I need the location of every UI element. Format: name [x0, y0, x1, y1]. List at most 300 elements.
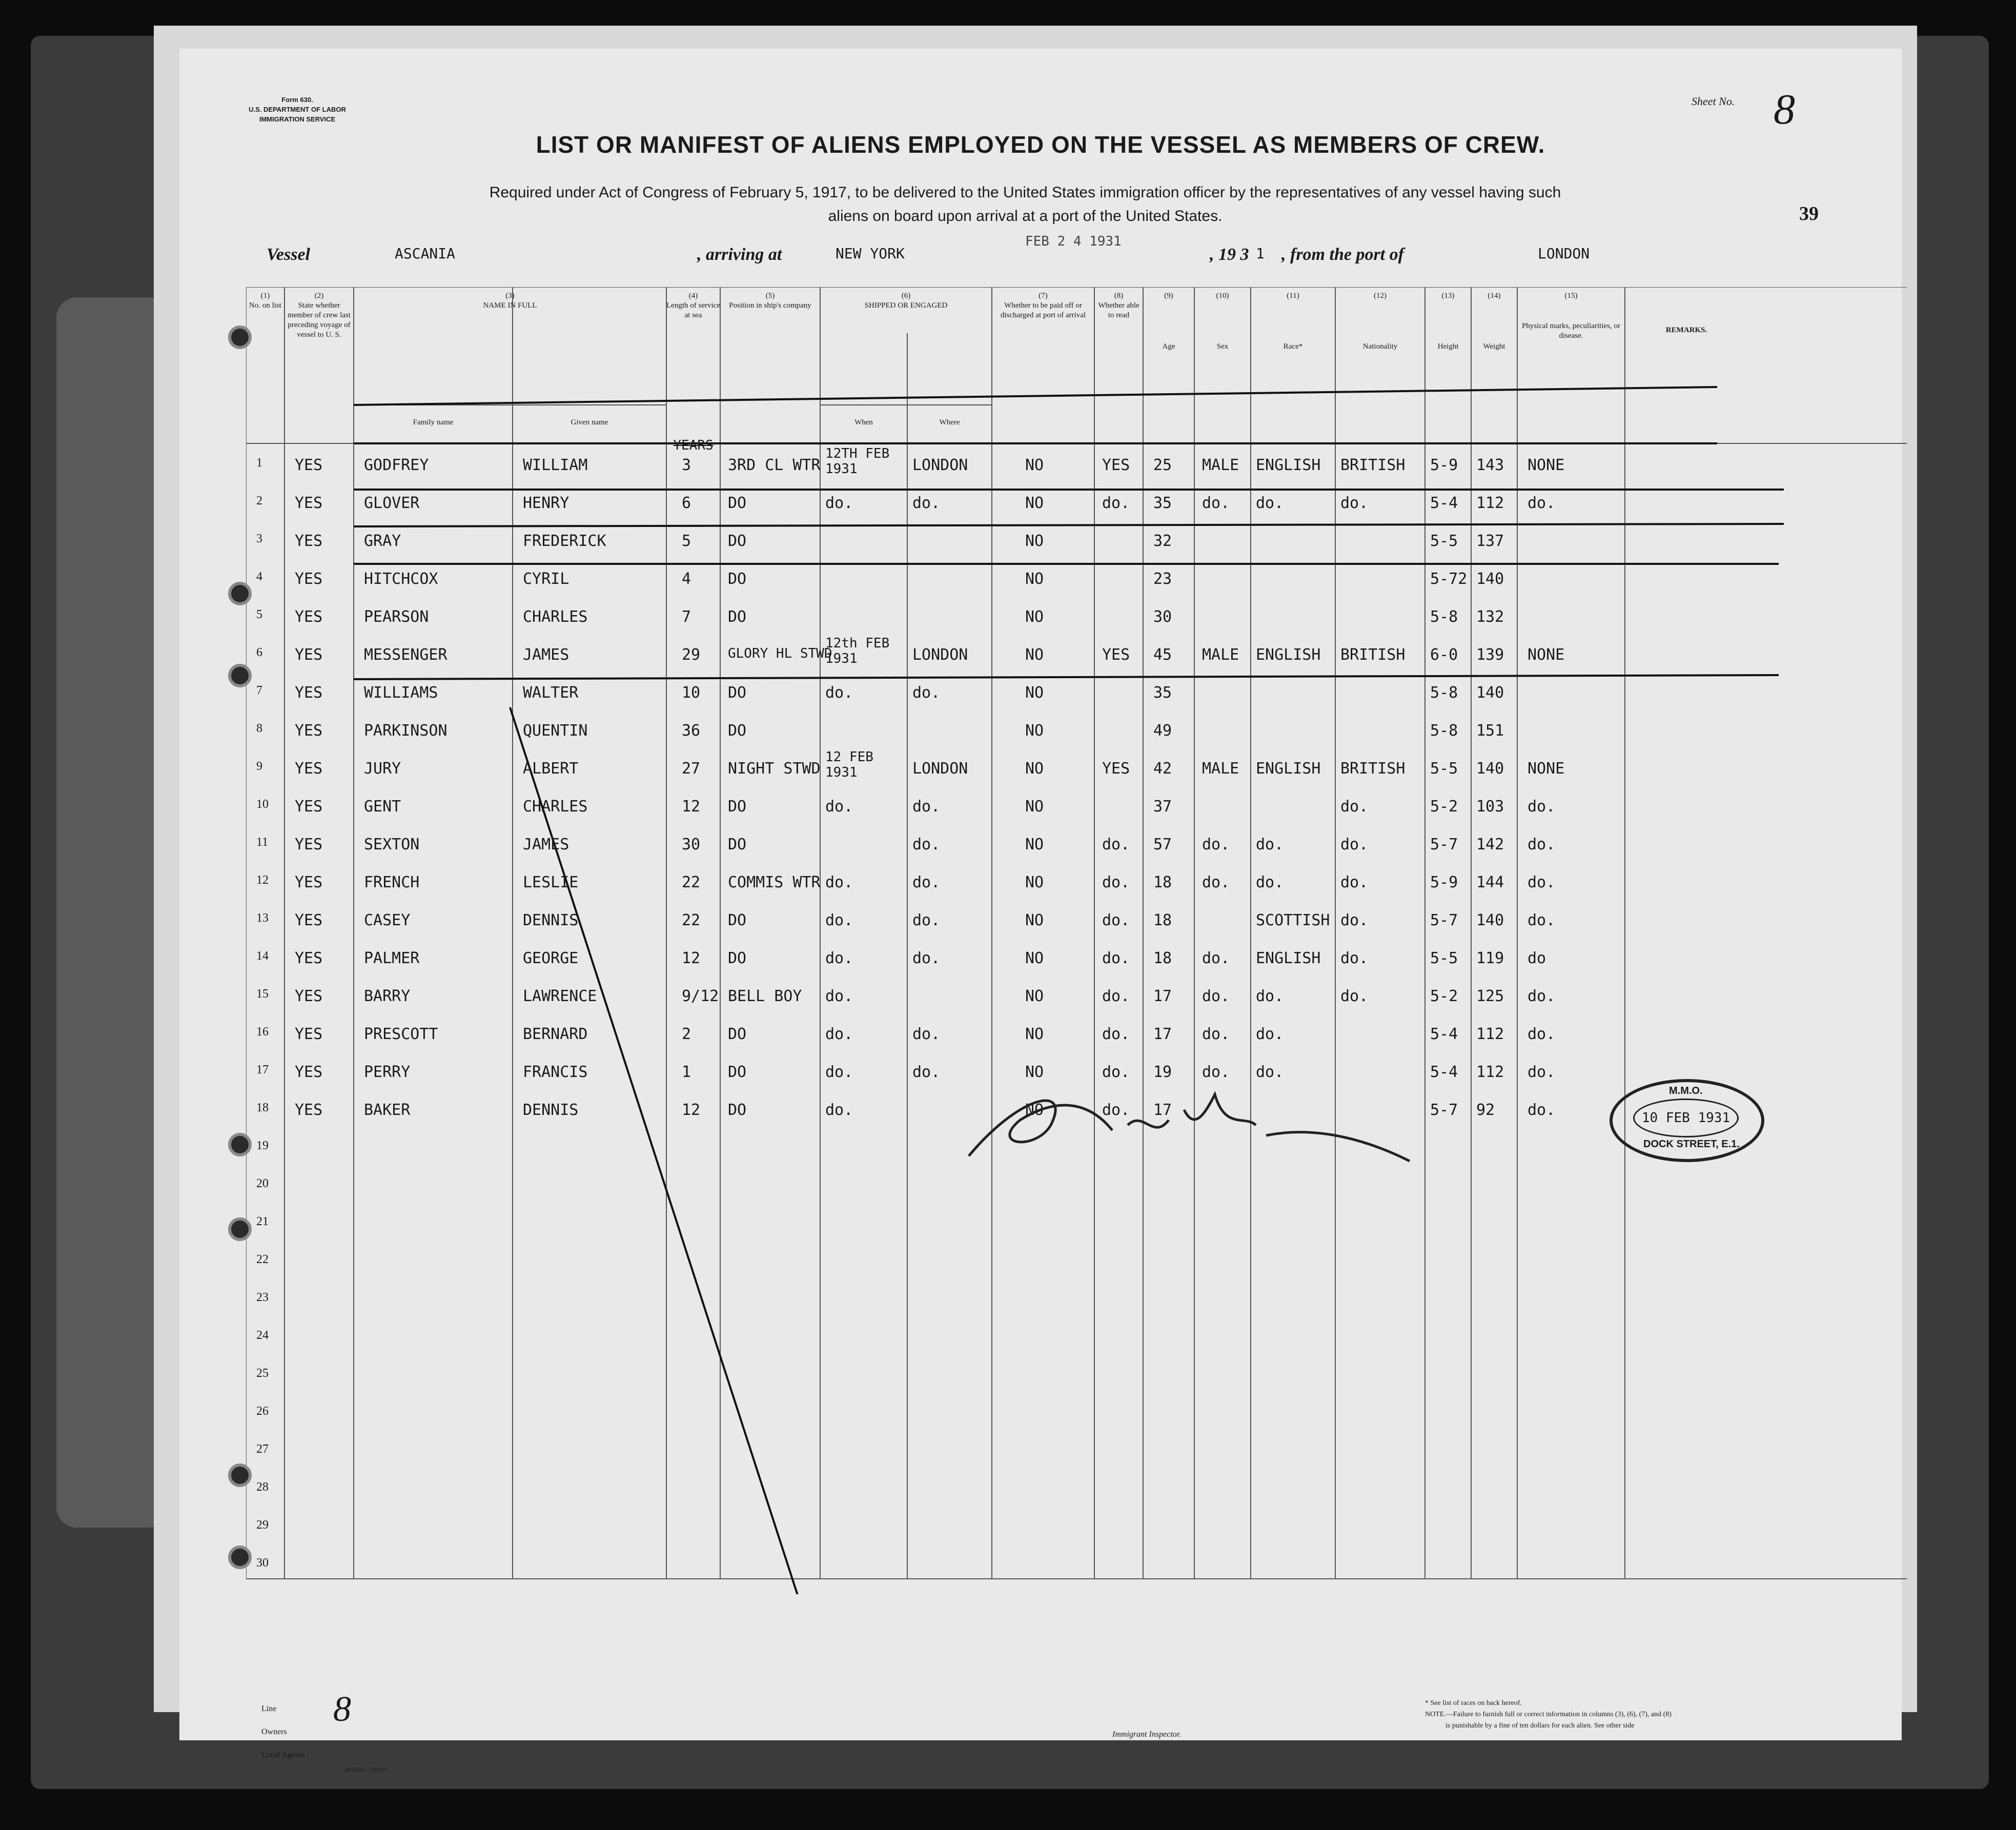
age: 17: [1153, 987, 1172, 1005]
family-name: WILLIAMS: [364, 684, 438, 702]
stamp-top-text: M.M.O.: [1669, 1085, 1703, 1096]
given-name: BERNARD: [523, 1025, 588, 1043]
failure-note-2: is punishable by a fine of ten dollars for each alien. See other side: [1445, 1722, 1635, 1730]
prior-voyage: YES: [295, 456, 323, 474]
weight: 103: [1476, 798, 1504, 816]
age: 17: [1153, 1101, 1172, 1119]
row-number: 24: [256, 1329, 269, 1342]
col-5-header: (5) Position in ship's company: [729, 292, 811, 310]
paid-off: NO: [1025, 570, 1044, 588]
able-to-read: do.: [1102, 987, 1130, 1005]
able-to-read: YES: [1102, 760, 1130, 778]
weight: 119: [1476, 949, 1504, 967]
row-number: 1: [256, 456, 262, 470]
year-value: 1: [1256, 245, 1265, 262]
given-name: FREDERICK: [523, 532, 606, 550]
table-row: [246, 939, 1907, 975]
given-name: WALTER: [523, 684, 579, 702]
given-name: WILLIAM: [523, 456, 588, 474]
age: 37: [1153, 798, 1172, 816]
row-number: 20: [256, 1177, 269, 1190]
family-name: FRENCH: [364, 873, 420, 891]
age: 25: [1153, 456, 1172, 474]
height: 5-72: [1430, 570, 1468, 588]
prior-voyage: YES: [295, 911, 323, 929]
prior-voyage: YES: [295, 684, 323, 702]
nationality: BRITISH: [1340, 456, 1406, 474]
col-6-header: (6) SHIPPED OR ENGAGED: [864, 292, 948, 310]
given-name: CYRIL: [523, 570, 569, 588]
position: DO: [728, 1063, 747, 1081]
inspector-signature: [959, 1064, 1420, 1176]
prior-voyage: YES: [295, 494, 323, 512]
height: 5-8: [1430, 608, 1458, 626]
row-number: 17: [256, 1063, 269, 1076]
col-3-header: (3) NAME IN FULL: [483, 292, 537, 310]
given-name: LAWRENCE: [523, 987, 597, 1005]
family-name: BARRY: [364, 987, 411, 1005]
given-name: LESLIE: [523, 873, 579, 891]
shipped-where: do.: [912, 911, 941, 929]
given-name: QUENTIN: [523, 722, 588, 740]
line-label: Line: [261, 1704, 277, 1713]
row-number: 15: [256, 987, 269, 1001]
age: 19: [1153, 1063, 1172, 1081]
physical-marks: do.: [1528, 836, 1556, 853]
col-13-header: (13) Height: [1437, 292, 1459, 351]
weight: 132: [1476, 608, 1504, 626]
position: GLORY HL STWD: [728, 646, 832, 661]
col-10-header: (10) Sex: [1216, 292, 1229, 351]
physical-marks: do.: [1528, 494, 1556, 512]
sex: do.: [1202, 1063, 1230, 1081]
table-row: [246, 446, 1907, 482]
failure-note-1: NOTE.—Failure to furnish full or correct information in columns (3), (6), (7), and (8): [1425, 1711, 1672, 1718]
height: 5-5: [1430, 532, 1458, 550]
age: 18: [1153, 949, 1172, 967]
family-name: PERRY: [364, 1063, 411, 1081]
nationality: do.: [1340, 798, 1369, 816]
immigrant-inspector-label: Immigrant Inspector.: [1112, 1730, 1182, 1739]
given-name: DENNIS: [523, 911, 579, 929]
table-row: [246, 522, 1907, 558]
shipped-when: 12th FEB 1931: [825, 636, 890, 666]
race: do.: [1256, 836, 1284, 853]
able-to-read: YES: [1102, 646, 1130, 664]
prior-voyage: YES: [295, 722, 323, 740]
position: DO: [728, 532, 747, 550]
race: do.: [1256, 494, 1284, 512]
row-number: 18: [256, 1101, 269, 1114]
length-of-service: 10: [682, 684, 701, 702]
physical-marks: do.: [1528, 873, 1556, 891]
col-15-header: (15) Physical marks, peculiarities, or disease.: [1521, 292, 1621, 340]
height: 5-9: [1430, 456, 1458, 474]
given-name: DENNIS: [523, 1101, 579, 1119]
sheet-number: 8: [1774, 86, 1795, 133]
prior-voyage: YES: [295, 760, 323, 778]
table-row: [246, 598, 1907, 634]
sex: MALE: [1202, 760, 1239, 778]
weight: 92: [1476, 1101, 1495, 1119]
form-identifier: [220, 95, 374, 124]
sex: do.: [1202, 494, 1230, 512]
able-to-read: do.: [1102, 873, 1130, 891]
weight: 112: [1476, 1063, 1504, 1081]
nationality: do.: [1340, 836, 1369, 853]
stamp-bottom-text: DOCK STREET, E.1.: [1643, 1138, 1740, 1150]
paid-off: NO: [1025, 798, 1044, 816]
prior-voyage: YES: [295, 798, 323, 816]
physical-marks: NONE: [1528, 456, 1565, 474]
table-row-empty: [246, 1394, 1907, 1430]
line-value: 8: [333, 1690, 351, 1729]
position: DO: [728, 722, 747, 740]
length-of-service: 9/12: [682, 987, 719, 1005]
paid-off: NO: [1025, 760, 1044, 778]
shipped-where: LONDON: [912, 646, 968, 664]
col-8-header: (8) Whether able to read: [1098, 292, 1139, 319]
sheet-label: Sheet No.: [1692, 95, 1735, 108]
shipped-when: do.: [825, 684, 853, 702]
table-row: [246, 1015, 1907, 1051]
paid-off: NO: [1025, 987, 1044, 1005]
col-1-header: (1) No. on list: [249, 292, 281, 310]
sex: do.: [1202, 836, 1230, 853]
family-name: GENT: [364, 798, 401, 816]
row-number: 3: [256, 532, 262, 545]
position: COMMIS WTR: [728, 873, 821, 891]
able-to-read: do.: [1102, 1063, 1130, 1081]
table-row-empty: [246, 1508, 1907, 1544]
height: 5-7: [1430, 836, 1458, 853]
page-number: 39: [1799, 203, 1819, 225]
position: DO: [728, 1025, 747, 1043]
sex: MALE: [1202, 646, 1239, 664]
race: ENGLISH: [1256, 646, 1321, 664]
shipped-when: do.: [825, 494, 853, 512]
row-number: 5: [256, 608, 262, 621]
binder-hole: [228, 1546, 252, 1569]
race: do.: [1256, 1063, 1284, 1081]
shipped-when: do.: [825, 1025, 853, 1043]
height: 6-0: [1430, 646, 1458, 664]
from-port: LONDON: [1538, 245, 1590, 262]
family-name: PRESCOTT: [364, 1025, 438, 1043]
position: DO: [728, 608, 747, 626]
manifest-subtitle: [282, 181, 1768, 228]
height: 5-8: [1430, 722, 1458, 740]
shipped-where: do.: [912, 494, 941, 512]
age: 57: [1153, 836, 1172, 853]
col-6a-header: When: [854, 418, 873, 426]
family-name: HITCHCOX: [364, 570, 438, 588]
subtitle-line-2: aliens on board upon arrival at a port of the United States.: [828, 208, 1223, 225]
nationality: do.: [1340, 911, 1369, 929]
length-of-service: 27: [682, 760, 701, 778]
nationality: do.: [1340, 987, 1369, 1005]
col-9-header: (9) Age: [1162, 292, 1175, 351]
shipped-when: do.: [825, 1101, 853, 1119]
weight: 142: [1476, 836, 1504, 853]
weight: 143: [1476, 456, 1504, 474]
race: do.: [1256, 1025, 1284, 1043]
physical-marks: do.: [1528, 798, 1556, 816]
sex: do.: [1202, 873, 1230, 891]
able-to-read: YES: [1102, 456, 1130, 474]
position: DO: [728, 949, 747, 967]
from-port-label: , from the port of: [1281, 245, 1404, 264]
row-number: 8: [256, 722, 262, 735]
manifest-title: LIST OR MANIFEST OF ALIENS EMPLOYED ON THE VESSEL AS MEMBERS OF CREW.: [536, 131, 1545, 158]
table-row-empty: [246, 1205, 1907, 1241]
prior-voyage: YES: [295, 608, 323, 626]
shipped-where: LONDON: [912, 456, 968, 474]
length-of-service: 2: [682, 1025, 691, 1043]
prior-voyage: YES: [295, 646, 323, 664]
paid-off: NO: [1025, 722, 1044, 740]
position: DO: [728, 494, 747, 512]
given-name: CHARLES: [523, 608, 588, 626]
paid-off: NO: [1025, 684, 1044, 702]
physical-marks: do.: [1528, 987, 1556, 1005]
age: 42: [1153, 760, 1172, 778]
table-row-empty: [246, 1470, 1907, 1506]
height: 5-5: [1430, 949, 1458, 967]
table-row: [246, 749, 1907, 785]
height: 5-2: [1430, 987, 1458, 1005]
prior-voyage: YES: [295, 1025, 323, 1043]
weight: 140: [1476, 911, 1504, 929]
prior-voyage: YES: [295, 1101, 323, 1119]
table-row: [246, 560, 1907, 596]
paid-off: NO: [1025, 911, 1044, 929]
height: 5-8: [1430, 684, 1458, 702]
weight: 144: [1476, 873, 1504, 891]
table-row: [246, 787, 1907, 823]
owners-label: Owners: [261, 1727, 287, 1736]
sex: do.: [1202, 949, 1230, 967]
position: NIGHT STWD: [728, 760, 821, 778]
binder-hole: [228, 582, 252, 605]
shipped-where: do.: [912, 1025, 941, 1043]
length-of-service: 30: [682, 836, 701, 853]
length-of-service: 3: [682, 456, 691, 474]
length-of-service: 7: [682, 608, 691, 626]
races-note: * See list of races on back hereof.: [1425, 1699, 1522, 1707]
row-number: 27: [256, 1442, 269, 1456]
age: 35: [1153, 684, 1172, 702]
able-to-read: do.: [1102, 911, 1130, 929]
length-of-service: 12: [682, 949, 701, 967]
able-to-read: do.: [1102, 949, 1130, 967]
arriving-label: , arriving at: [697, 245, 782, 264]
prior-voyage: YES: [295, 532, 323, 550]
length-of-service: 36: [682, 722, 701, 740]
binder-hole: [228, 1217, 252, 1241]
position: DO: [728, 911, 747, 929]
physical-marks: NONE: [1528, 646, 1565, 664]
nationality: BRITISH: [1340, 760, 1406, 778]
table-row: [246, 636, 1907, 672]
col-2-header: (2) State whether member of crew last preceding voyage of vessel to U. S.: [288, 292, 351, 339]
weight: 140: [1476, 760, 1504, 778]
length-of-service: 22: [682, 911, 701, 929]
shipped-where: do.: [912, 1063, 941, 1081]
weight: 112: [1476, 494, 1504, 512]
shipped-when: do.: [825, 1063, 853, 1081]
length-of-service: 4: [682, 570, 691, 588]
table-row-empty: [246, 1243, 1907, 1278]
paid-off: NO: [1025, 1063, 1044, 1081]
row-number: 10: [256, 798, 269, 811]
row-number: 12: [256, 873, 269, 887]
row-number: 25: [256, 1367, 269, 1380]
col-6b-header: Where: [939, 418, 960, 426]
vessel-label: Vessel: [267, 245, 310, 264]
department-label: U.S. DEPARTMENT OF LABOR: [249, 106, 346, 113]
row-number: 28: [256, 1480, 269, 1494]
table-row: [246, 901, 1907, 937]
col-12-header: (12) Nationality: [1362, 292, 1398, 351]
table-row: [246, 977, 1907, 1013]
height: 5-9: [1430, 873, 1458, 891]
prior-voyage: YES: [295, 836, 323, 853]
prior-voyage: YES: [295, 949, 323, 967]
table-row: [246, 484, 1907, 520]
year-label: , 19 3: [1210, 245, 1249, 264]
position: DO: [728, 570, 747, 588]
height: 5-5: [1430, 760, 1458, 778]
length-of-service: 5: [682, 532, 691, 550]
weight: 139: [1476, 646, 1504, 664]
years-note: YEARS: [673, 438, 714, 453]
able-to-read: do.: [1102, 1025, 1130, 1043]
race: do.: [1256, 873, 1284, 891]
shipped-when: 12 FEB 1931: [825, 749, 873, 780]
able-to-read: do.: [1102, 494, 1130, 512]
age: 35: [1153, 494, 1172, 512]
table-row: [246, 711, 1907, 747]
col-16-header: REMARKS.: [1665, 326, 1707, 334]
prior-voyage: YES: [295, 873, 323, 891]
height: 5-4: [1430, 1063, 1458, 1081]
row-number: 2: [256, 494, 262, 507]
age: 18: [1153, 911, 1172, 929]
position: DO: [728, 1101, 747, 1119]
race: ENGLISH: [1256, 760, 1321, 778]
shipped-where: LONDON: [912, 760, 968, 778]
height: 5-4: [1430, 494, 1458, 512]
height: 5-4: [1430, 1025, 1458, 1043]
form-number: Form 630.: [281, 96, 313, 104]
length-of-service: 22: [682, 873, 701, 891]
paid-off: NO: [1025, 494, 1044, 512]
shipped-when: do.: [825, 911, 853, 929]
paid-off: NO: [1025, 646, 1044, 664]
binder-hole: [228, 664, 252, 687]
position: DO: [728, 836, 747, 853]
family-name: MESSENGER: [364, 646, 447, 664]
length-of-service: 12: [682, 1101, 701, 1119]
row-number: 16: [256, 1025, 269, 1039]
row-number: 30: [256, 1556, 269, 1570]
age: 30: [1153, 608, 1172, 626]
weight: 125: [1476, 987, 1504, 1005]
shipped-where: do.: [912, 873, 941, 891]
given-name: ALBERT: [523, 760, 579, 778]
race: ENGLISH: [1256, 949, 1321, 967]
length-of-service: 1: [682, 1063, 691, 1081]
table-row-empty: [246, 1546, 1907, 1582]
stamp-date: 10 FEB 1931: [1633, 1099, 1739, 1137]
row-number: 13: [256, 911, 269, 925]
vessel-name: ASCANIA: [395, 245, 456, 262]
binder-hole: [228, 1133, 252, 1156]
arrival-date-stamp: FEB 2 4 1931: [1025, 234, 1122, 249]
age: 17: [1153, 1025, 1172, 1043]
age: 18: [1153, 873, 1172, 891]
col-3b-header: Given name: [571, 418, 608, 426]
weight: 140: [1476, 570, 1504, 588]
position: DO: [728, 798, 747, 816]
family-name: PALMER: [364, 949, 420, 967]
table-row: [246, 863, 1907, 899]
dock-street-stamp: [1610, 1079, 1764, 1162]
race: do.: [1256, 987, 1284, 1005]
table-row-empty: [246, 1280, 1907, 1316]
row-number: 29: [256, 1518, 269, 1532]
weight: 112: [1476, 1025, 1504, 1043]
shipped-when: 12TH FEB 1931: [825, 446, 890, 477]
family-name: JURY: [364, 760, 401, 778]
family-name: PEARSON: [364, 608, 429, 626]
shipped-when: do.: [825, 873, 853, 891]
family-name: GRAY: [364, 532, 401, 550]
arriving-port: NEW YORK: [836, 245, 905, 262]
able-to-read: do.: [1102, 1101, 1130, 1119]
prior-voyage: YES: [295, 1063, 323, 1081]
manifest-table: [246, 287, 1907, 1594]
family-name: CASEY: [364, 911, 411, 929]
shipped-where: do.: [912, 949, 941, 967]
row-number: 22: [256, 1253, 269, 1266]
row-number: 9: [256, 760, 262, 773]
service-label: IMMIGRATION SERVICE: [259, 115, 336, 123]
paid-off: NO: [1025, 456, 1044, 474]
col-3a-header: Family name: [413, 418, 454, 426]
age: 32: [1153, 532, 1172, 550]
age: 45: [1153, 646, 1172, 664]
row-number: 6: [256, 646, 262, 659]
position: 3RD CL WTR: [728, 456, 821, 474]
table-row-empty: [246, 1356, 1907, 1392]
paid-off: NO: [1025, 836, 1044, 853]
weight: 151: [1476, 722, 1504, 740]
row-number: 4: [256, 570, 262, 583]
shipped-when: do.: [825, 798, 853, 816]
physical-marks: do.: [1528, 1101, 1556, 1119]
physical-marks: NONE: [1528, 760, 1565, 778]
age: 49: [1153, 722, 1172, 740]
weight: 137: [1476, 532, 1504, 550]
col-14-header: (14) Weight: [1483, 292, 1505, 351]
nationality: do.: [1340, 949, 1369, 967]
family-name: GLOVER: [364, 494, 420, 512]
shipped-where: do.: [912, 836, 941, 853]
shipped-where: do.: [912, 798, 941, 816]
binder-strip: [56, 297, 169, 1528]
